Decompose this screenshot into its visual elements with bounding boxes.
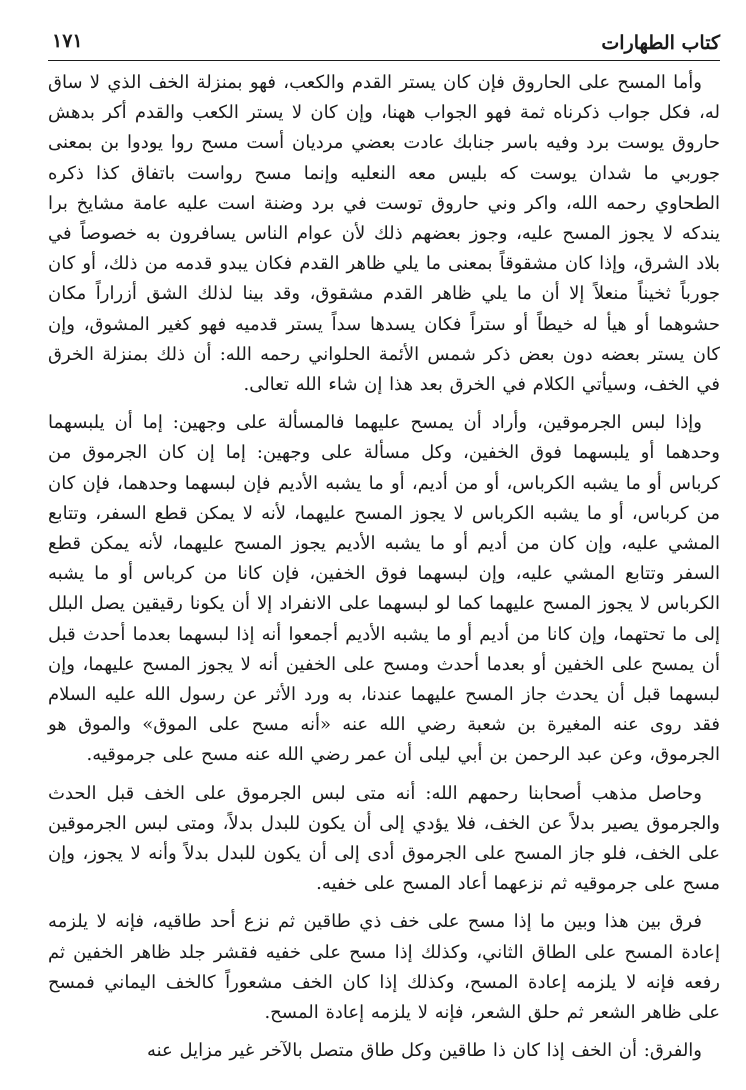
running-header	[48, 26, 720, 61]
paragraph-farq: فرق بين هذا وبين ما إذا مسح على خف ذي طاقين ثم نزع أحد طاقيه، فإنه لا يلزمه إعادة المسح على الطاق الثاني، وكذلك إذا مسح على خفيه فقشر جلد ظاهر الخفين ثم رفعه فإنه لا يلزمه إعادة المسح، وكذلك إذا كان الخف مشعوراً كالخف اليماني فمسح على ظاهر الشعر ثم حلق الشعر، فإنه لا يلزمه إعادة المسح.	[48, 911, 720, 1024]
paragraph-jarmuqayn: وإذا لبس الجرموقين، وأراد أن يمسح عليهما فالمسألة على وجهين: إما أن يلبسهما وحدهما أو يلبسهما فوق الخفين، وكل مسألة على وجهين: إما إن كان الجرموق من كرباس أو ما يشبه الكرباس، أو من أديم، أو ما يشبه الأديم فإن لبسهما وحدهما، فإن كان من كرباس، أو ما يشبه الكرباس لا يجوز المسح عليهما، لأنه لا يمكن قطع السفر، وتتابع المشي عليه، وإن كان من أديم أو ما يشبه الأديم يجوز المسح عليهما، لأنه يمكن قطع السفر وتتابع المشي عليه، وإن لبسهما فوق الخفين، فإن كانا من كرباس أو ما يشبه الكرباس لا يجوز المسح عليهما كما لو لبسهما على الانفراد إلا أن يكونا رقيقين يصل البلل إلى ما تحتهما، وإن كانا من أديم أو ما يشبه الأديم أجمعوا أنه إذا لبسهما بعدما أحدث قبل أن يمسح على الخفين أو بعدما أحدث ومسح على الخفين أنه لا يجوز المسح عليهما، وإن لبسهما قبل أن يحدث جاز المسح عليهما عندنا، به ورد الأثر عن رسول الله عليه السلام فقد روى عنه المغيرة بن شعبة رضي الله عنه «أنه مسح على الموق» والموق هو الجرموق، وعن عبد الرحمن بن أبي ليلى أن عمر رضي الله عنه مسح على جرموقيه.	[48, 412, 720, 766]
paragraph-masah-haruq: وأما المسح على الحاروق فإن كان يستر القدم والكعب، فهو بمنزلة الخف الذي لا ساق له، فكل جواب ذكرناه ثمة فهو الجواب ههنا، وإن كان لا يستر الكعب والقدم أكر بدهش حاروق يوست برد وفيه باسر جنابك عادت بعضي مرديان أست مسح روا يودوا بن بمعنى جوربي ما شدان يوست كه بليس معه النعليه وإنما مسح رواست باتفاق كذا ذكره الطحاوي رحمه الله، واكر وني حاروق توست في برد وضنة است عليه عامة مشايخ برا يندكه لا يجوز المسح عليه، وجوز بعضهم ذلك لأن عوام الناس يسافرون به خصوصاً في بلاد الشرق، وإذا كان مشقوقاً بمعنى ما يلي ظاهر القدم فكان يبدو قدمه من ذلك، أو كان جورباً ثخيناً منعلاً إلا أن ما يلي ظاهر القدم مشقوق، وقد بينا لذلك الشق أزراراً مكان حشوهما أو هيأ له خيطاً أو ستراً فكان يسدها سداً يستر قدميه فهو كغير المشوق، وإن كان يستر بعضه دون بعض ذكر شمس الأئمة الحلواني رحمه الله: أن ذلك بمنزلة الخرق في الخف، وسيأتي الكلام في الخرق بعد هذا إن شاء الله تعالى.	[48, 72, 720, 396]
paragraph-al-farq: والفرق: أن الخف إذا كان ذا طاقين وكل طاق متصل بالآخر غير مزايل عنه	[146, 1040, 702, 1062]
paragraph-hasil-madhhab: وحاصل مذهب أصحابنا رحمهم الله: أنه متى لبس الجرموق على الخف قبل الحدث والجرموق يصير بدلاً عن الخف، فلا يؤدي إلى أن يكون للبدل بدلاً، ومتى لبس الجرموقين على الخف، فلو جاز المسح على الجرموق أدى إلى أن يكون للبدل بدلاً وأنه لا يجوز، وإن مسح على جرموقيه ثم نزعهما أعاد المسح على خفيه.	[48, 782, 720, 895]
body-text	[48, 68, 720, 1067]
page-number: ١٧١	[52, 30, 83, 52]
chapter-title: كتاب الطهارات	[601, 32, 720, 54]
book-page	[48, 26, 720, 1080]
